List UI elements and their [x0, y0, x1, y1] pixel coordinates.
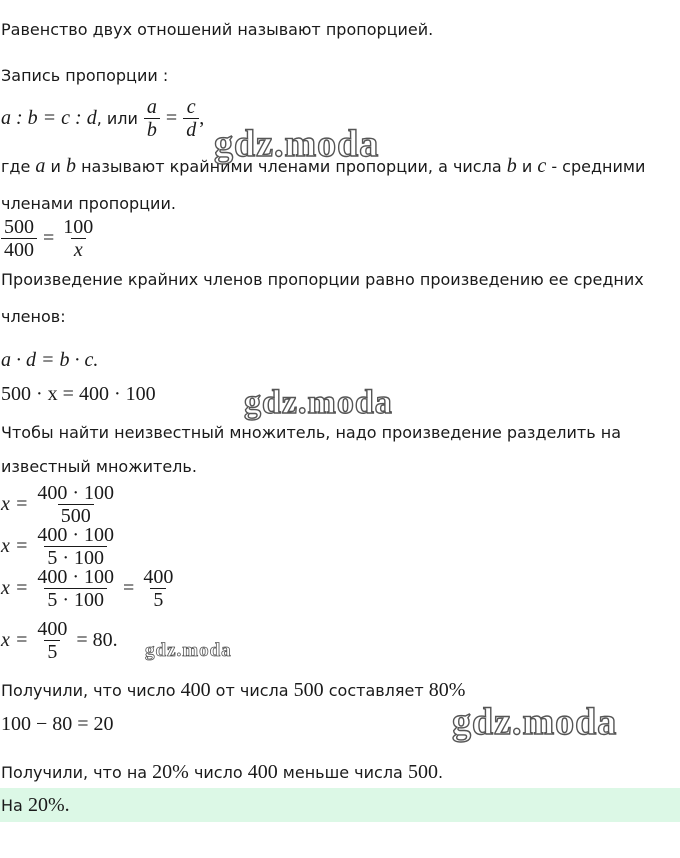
fraction-100-x: $\frac{100}{x}$: [63, 216, 94, 261]
property-text-cont: членов:: [1, 307, 66, 326]
rule-text: Чтобы найти неизвестный множитель, надо произведение разделить на: [1, 423, 622, 442]
equals-sign: =: [43, 227, 55, 249]
rule-text-cont: известный множитель.: [1, 457, 197, 476]
watermark: gdz.moda: [214, 123, 380, 165]
solution-result: x = $\frac{400}{5}$ = 80.: [1, 618, 118, 663]
conclusion-percent: Получили, что число 400 от числа 500 составляет 80%: [1, 679, 466, 701]
means-text: членами пропорции.: [1, 194, 176, 213]
denominator: d: [183, 118, 199, 141]
given-proportion: [1, 216, 96, 261]
difference-equation: 100 − 80 = 20: [1, 713, 114, 735]
definition-text: Равенство двух отношений называют пропорцией.: [1, 20, 434, 39]
comma: ,: [199, 107, 205, 129]
property-formula: a · d = b · c.: [1, 349, 99, 371]
watermark: gdz.moda: [145, 640, 232, 661]
answer-text: На 20%.: [1, 794, 70, 816]
numerator: c: [186, 96, 196, 118]
equation: 500 · x = 400 · 100: [1, 383, 156, 405]
equals-sign: =: [165, 107, 178, 129]
solution-step-3: x = $\frac{400 \cdot 100}{5 \cdot 100}$ = $\frac{400}{5}$: [1, 566, 174, 611]
watermark: gdz.moda: [244, 384, 393, 421]
property-text: Произведение крайних членов пропорции равно произведению ее средних: [1, 270, 644, 289]
solution-step-1: x = $\frac{400 \cdot 100}{500}$: [1, 482, 115, 527]
answer-box: [0, 788, 680, 822]
or-text: , или: [96, 109, 138, 128]
fraction-a-b: [144, 96, 160, 141]
watermark: gdz.moda: [452, 701, 618, 743]
ratio-relation: a : b = c : d: [1, 107, 97, 129]
numerator: a: [146, 96, 157, 118]
denominator: b: [144, 118, 160, 141]
proportion-notation-label: Запись пропорции :: [1, 66, 169, 85]
fraction-500-400: $\frac{500}{400}$: [1, 216, 37, 261]
proportion-forms: [1, 96, 204, 141]
extremes-means-text: где a и b называют крайними членами пропорции, а числа b и c - средними: [1, 155, 646, 177]
solution-step-2: x = $\frac{400 \cdot 100}{5 \cdot 100}$: [1, 524, 115, 569]
fraction-c-d: [183, 96, 199, 141]
conclusion-difference: Получили, что на 20% число 400 меньше числа 500.: [1, 761, 444, 783]
